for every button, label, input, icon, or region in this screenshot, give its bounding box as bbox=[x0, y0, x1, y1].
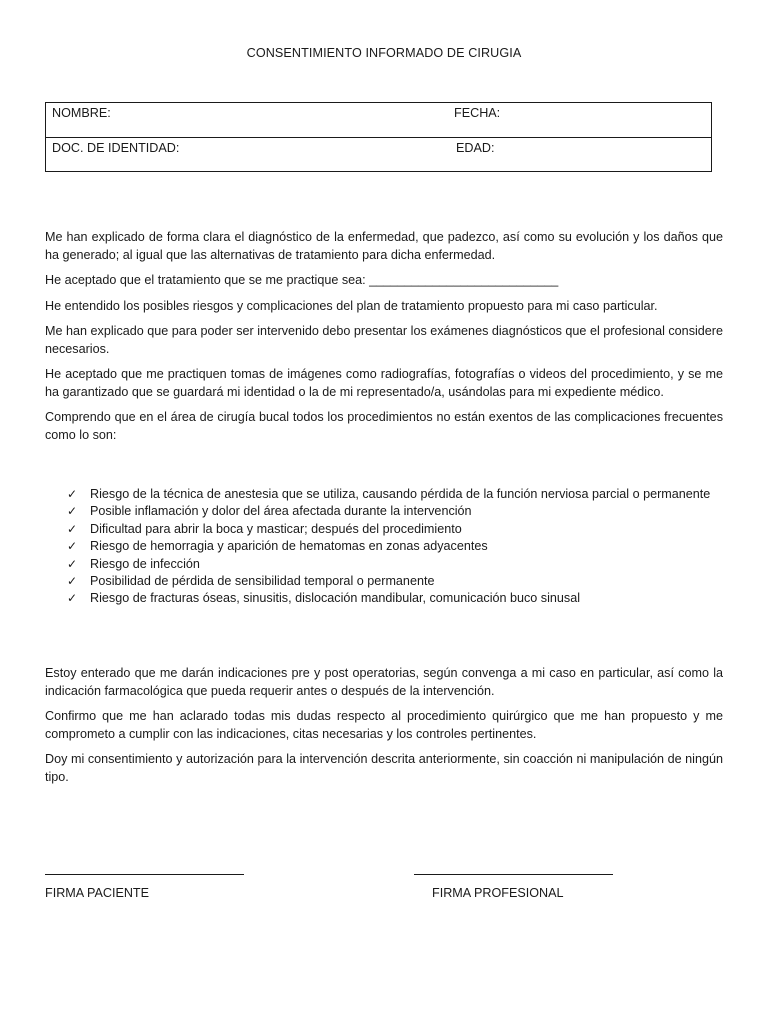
consent-paragraphs-bottom bbox=[45, 665, 723, 794]
check-icon: ✓ bbox=[67, 487, 78, 501]
patient-info-table bbox=[45, 102, 712, 172]
list-item bbox=[45, 486, 723, 503]
paragraph-indications: Estoy enterado que me darán indicaciones pre y post operatorias, según convenga a mi caso en particular, así como la indicación farmacológica que pueda requerir antes o después de la intervención. bbox=[45, 666, 723, 698]
check-icon: ✓ bbox=[67, 574, 78, 589]
check-icon: ✓ bbox=[67, 504, 78, 519]
paragraph-doubts-clarified: Confirmo que me han aclarado todas mis dudas respecto al procedimiento quirúrgico que me han propuesto y me comprometo a cumplir con las indicaciones, citas necesarias y los controles pertinentes. bbox=[45, 709, 723, 741]
professional-signature-line bbox=[414, 874, 613, 875]
list-item bbox=[45, 521, 723, 538]
edad-label: EDAD: bbox=[456, 141, 495, 155]
doc-identidad-label: DOC. DE IDENTIDAD: bbox=[52, 141, 180, 155]
paragraph-risks-understood: He entendido los posibles riesgos y complicaciones del plan de tratamiento propuesto para mi caso particular. bbox=[45, 298, 658, 313]
list-item bbox=[45, 556, 723, 573]
paragraph-treatment-accepted: He aceptado que el tratamiento que se me practique sea: ___________________________ bbox=[45, 273, 559, 287]
paragraph-diagnosis: Me han explicado de forma clara el diagnóstico de la enfermedad, que padezco, así como su evolución y los daños que ha generado; al igual que las alternativas de tratamiento para dicha enfermedad. bbox=[45, 230, 723, 262]
risk-text: Posibilidad de pérdida de sensibilidad temporal o permanente bbox=[90, 574, 435, 589]
paragraph-exams: Me han explicado que para poder ser intervenido debo presentar los exámenes diagnósticos que el profesional considere necesarios. bbox=[45, 324, 723, 356]
list-item bbox=[45, 538, 723, 555]
paragraph-complications-intro: Comprendo que en el área de cirugía bucal todos los procedimientos no están exentos de las complicaciones frecuentes como lo son: bbox=[45, 410, 723, 442]
document-title: CONSENTIMIENTO INFORMADO DE CIRUGIA bbox=[246, 46, 522, 60]
risk-text: Dificultad para abrir la boca y masticar; después del procedimiento bbox=[90, 521, 462, 536]
info-row-id-age bbox=[46, 138, 711, 173]
list-item bbox=[45, 573, 723, 590]
check-icon: ✓ bbox=[67, 591, 78, 606]
professional-signature-label: FIRMA PROFESIONAL bbox=[432, 886, 564, 900]
check-icon: ✓ bbox=[67, 539, 78, 554]
list-item bbox=[45, 503, 723, 520]
risk-text: Posible inflamación y dolor del área afectada durante la intervención bbox=[90, 504, 472, 519]
check-icon: ✓ bbox=[67, 521, 78, 536]
info-row-name-date bbox=[46, 103, 711, 138]
check-icon: ✓ bbox=[67, 556, 78, 571]
fecha-label: FECHA: bbox=[454, 106, 501, 120]
patient-signature-line bbox=[45, 874, 244, 875]
paragraph-consent-given: Doy mi consentimiento y autorización para la intervención descrita anteriormente, sin coacción ni manipulación de ningún tipo. bbox=[45, 752, 723, 784]
consent-paragraphs-top bbox=[45, 229, 723, 452]
paragraph-images: He aceptado que me practiquen tomas de imágenes como radiografías, fotografías o videos del procedimiento, y se me ha garantizado que se guardará mi identidad o la de mi representado/a, usándolas para mi expediente médico. bbox=[45, 367, 723, 399]
patient-signature-label: FIRMA PACIENTE bbox=[45, 886, 150, 900]
risk-text: Riesgo de fracturas óseas, sinusitis, dislocación mandibular, comunicación buco sinusal bbox=[90, 591, 581, 606]
risk-text: Riesgo de infección bbox=[90, 556, 200, 571]
list-item bbox=[45, 590, 723, 607]
nombre-label: NOMBRE: bbox=[52, 106, 111, 120]
risk-text: Riesgo de hemorragia y aparición de hematomas en zonas adyacentes bbox=[90, 539, 488, 554]
risk-text: Riesgo de la técnica de anestesia que se utiliza, causando pérdida de la función nerviosa parcial o permanente bbox=[90, 487, 711, 501]
risk-checklist bbox=[45, 486, 723, 608]
